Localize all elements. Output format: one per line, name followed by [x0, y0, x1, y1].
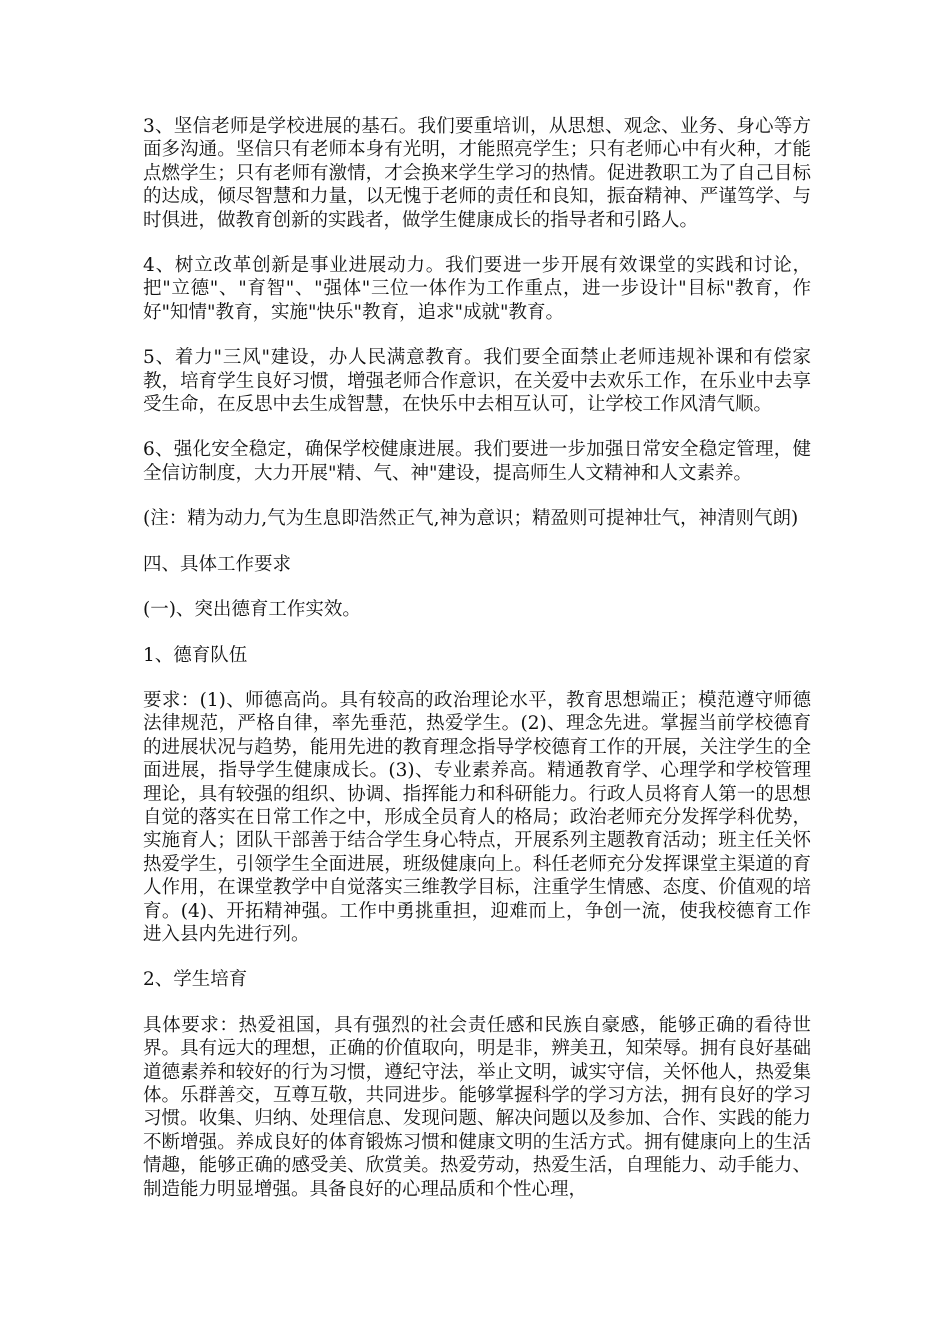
paragraph-reform-innovation: 4、树立改革创新是事业进展动力。我们要进一步开展有效课堂的实践和讨论，把"立德"、"育智"、"强体"三位一体作为工作重点，进一步设计"目标"教育，作好"知情"教育，实施"快乐"教育，追求"成就"教育。: [143, 255, 811, 323]
paragraph-team-requirements: 要求：(1)、师德高尚。具有较高的政治理论水平，教育思想端正；模范遵守师德法律规范，严格自律，率先垂范，热爱学生。(2)、理念先进。掌握当前学校德育的进展状况与趋势，能用先进的教育理念指导学校德育工作的开展，关注学生的全面进展，指导学生健康成长。(3)、专业素养高。精通教育学、心理学和学校管理理论，具有较强的组织、协调、指挥能力和科研能力。行政人员将育人第一的思想自觉的落实在日常工作之中，形成全员育人的格局；政治老师充分发挥学科优势，实施育人；团队干部善于结合学生身心特点，开展系列主题教育活动；班主任关怀热爱学生，引领学生全面进展，班级健康向上。科任老师充分发挥课堂主渠道的育人作用，在课堂教学中自觉落实三维教学目标，注重学生情感、态度、价值观的培育。(4)、开拓精神强。工作中勇挑重担，迎难而上，争创一流，使我校德育工作进入县内先进行列。: [143, 689, 811, 945]
section-heading-work-requirements: 四、具体工作要求: [143, 553, 292, 575]
item-heading-moral-team: 1、德育队伍: [143, 644, 248, 666]
paragraph-student-requirements: 具体要求：热爱祖国，具有强烈的社会责任感和民族自豪感，能够正确的看待世界。具有远大的理想，正确的价值取向，明是非，辨美丑，知荣辱。拥有良好基础道德素养和较好的行为习惯，遵纪守法，举止文明，诚实守信，关怀他人，热爱集体。乐群善交，互尊互敬，共同进步。能够掌握科学的学习方法，拥有良好的学习习惯。收集、归纳、处理信息、发现问题、解决问题以及参加、合作、实践的能力不断增强。养成良好的体育锻炼习惯和健康文明的生活方式。拥有健康向上的生活情趣，能够正确的感受美、欣赏美。热爱劳动，热爱生活，自理能力、动手能力、制造能力明显增强。具备良好的心理品质和个性心理，: [143, 1014, 811, 1200]
paragraph-teacher-foundation: 3、坚信老师是学校进展的基石。我们要重培训，从思想、观念、业务、身心等方面多沟通。坚信只有老师本身有光明，才能照亮学生；只有老师心中有火种，才能点燃学生；只有老师有激情，才会换来学生学习的热情。促进教职工为了自己目标的达成，倾尽智慧和力量，以无愧于老师的责任和良知，振奋精神、严谨笃学、与时俱进，做教育创新的实践者，做学生健康成长的指导者和引路人。: [143, 116, 811, 231]
paragraph-three-styles: 5、着力"三风"建设，办人民满意教育。我们要全面禁止老师违规补课和有偿家教，培育学生良好习惯，增强老师合作意识，在关爱中去欢乐工作，在乐业中去享受生命，在反思中去生成智慧，在快乐中去相互认可，让学校工作风清气顺。: [143, 347, 811, 416]
paragraph-safety-stability: 6、强化安全稳定，确保学校健康进展。我们要进一步加强日常安全稳定管理，健全信访制度，大力开展"精、气、神"建设，提高师生人文精神和人文素养。: [143, 439, 811, 484]
document-body: [143, 115, 811, 1223]
paragraph-note: (注：精为动力,气为生息即浩然正气,神为意识；精盈则可提神壮气，神清则气朗): [143, 508, 799, 530]
subsection-heading-moral-education: (一)、突出德育工作实效。: [143, 599, 361, 621]
item-heading-student-cultivation: 2、学生培育: [143, 969, 248, 991]
